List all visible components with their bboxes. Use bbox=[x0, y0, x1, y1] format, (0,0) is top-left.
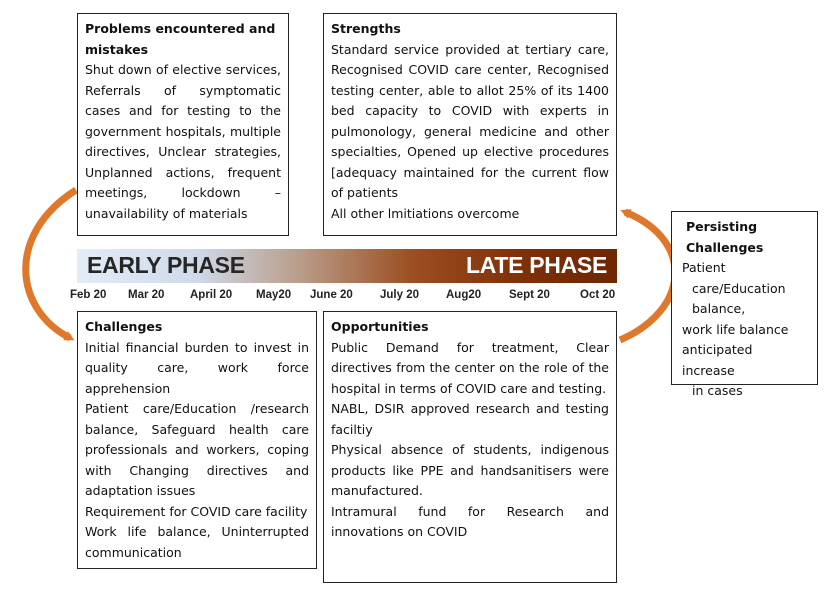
month-label: Mar 20 bbox=[128, 289, 165, 301]
left-curved-arrow bbox=[26, 190, 76, 338]
month-label: April 20 bbox=[190, 289, 233, 301]
right-curved-arrow bbox=[620, 212, 675, 340]
month-label: Oct 20 bbox=[580, 289, 616, 301]
persisting-title-line: Persisting bbox=[686, 219, 758, 234]
strengths-item: All other lmitiations overcome bbox=[331, 205, 520, 221]
challenges-item: Initial financial burden to invest in quality care, work force apprehension bbox=[85, 339, 309, 396]
month-label: May20 bbox=[256, 289, 292, 301]
problems-text: Shut down of elective services, Referrals of symptomatic cases and for testing to the government hospitals, multiple directives, Unclear strategies, Unplanned actions, frequent meetings, lockdown – unavailability of materials bbox=[85, 62, 281, 221]
persisting-line: in cases bbox=[692, 383, 743, 398]
early-phase-label: EARLY PHASE bbox=[87, 252, 245, 278]
persisting-title-line: Challenges bbox=[686, 239, 764, 255]
month-label: Feb 20 bbox=[70, 289, 107, 301]
persisting-line: anticipated increase bbox=[682, 342, 753, 378]
persisting-line: Patient bbox=[682, 260, 726, 275]
challenges-title: Challenges bbox=[85, 319, 163, 334]
late-phase-label: LATE PHASE bbox=[466, 252, 607, 278]
strengths-box bbox=[323, 13, 617, 236]
opportunities-item: Intramural fund for Research and innovations on COVID bbox=[331, 503, 609, 539]
opportunities-item: Public Demand for treatment, Clear directives from the center on the role of the hospital in terms of COVID care and testing. bbox=[331, 339, 609, 396]
opportunities-item: NABL, DSIR approved research and testing faciltiy bbox=[331, 401, 609, 437]
persisting-line: balance, bbox=[692, 301, 746, 316]
challenges-item: Patient care/Education /research balance, Safeguard health care professionals and workers, coping with Changing directives and adaptation issues bbox=[85, 401, 309, 498]
persisting-challenges-box bbox=[671, 211, 818, 398]
month-label: Aug20 bbox=[446, 289, 482, 301]
challenges-item: Work life balance, Uninterrupted communication bbox=[85, 524, 309, 560]
phase-timeline-bar bbox=[77, 249, 617, 283]
challenges-item: Requirement for COVID care facility bbox=[85, 503, 308, 519]
challenges-box bbox=[77, 311, 317, 569]
strengths-title: Strengths bbox=[331, 21, 401, 36]
month-label: June 20 bbox=[310, 289, 353, 301]
opportunities-title: Opportunities bbox=[331, 319, 429, 334]
strengths-item: Standard service provided at tertiary care, Recognised COVID care center, Recognised testing center, able to allot 25% of its 1400 bed capacity to COVID with experts in pulmonology, general medicine and other specialties, Opened up elective procedures [adequacy maintained for the current flow of patients bbox=[331, 41, 609, 200]
opportunities-box bbox=[323, 311, 617, 583]
persisting-line: work life balance bbox=[682, 321, 789, 337]
persisting-line: care/Education bbox=[692, 280, 786, 296]
problems-box bbox=[77, 13, 289, 236]
month-label: Sept 20 bbox=[509, 289, 550, 301]
opportunities-item: Physical absence of students, indigenous products like PPE and handsanitisers were manufactured. bbox=[331, 442, 609, 498]
month-label: July 20 bbox=[380, 289, 419, 301]
problems-title: Problems encountered and mistakes bbox=[85, 21, 276, 57]
